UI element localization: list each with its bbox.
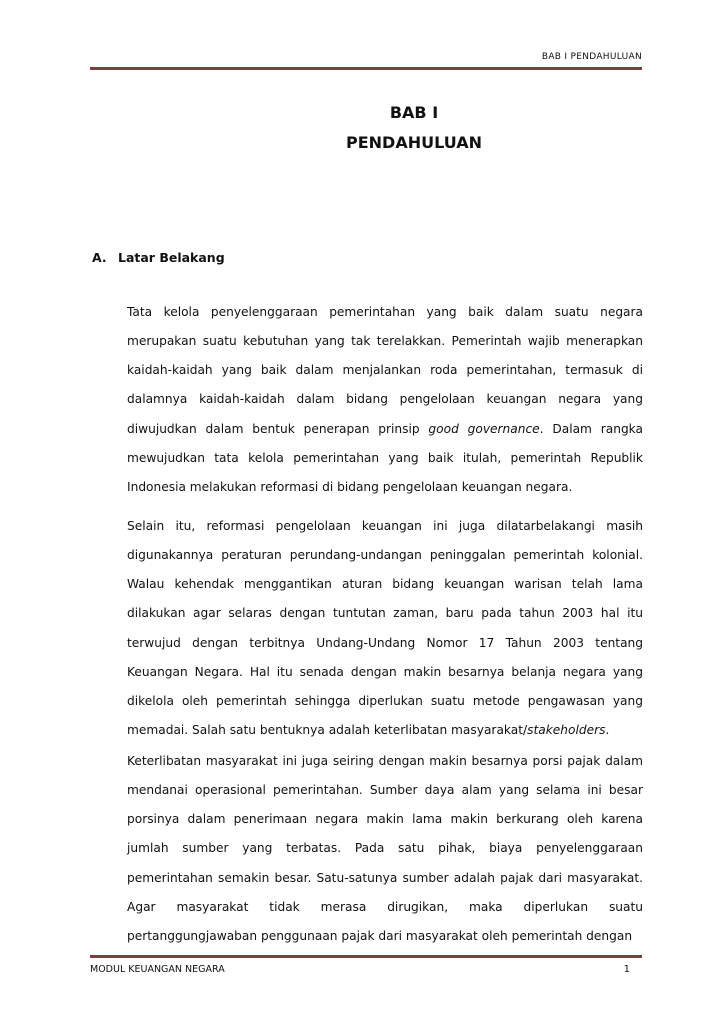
section-title: Latar Belakang	[118, 250, 225, 265]
paragraph-2	[127, 512, 643, 745]
paragraph-2-emphasis: stakeholders	[527, 722, 606, 737]
footer-title: MODUL KEUANGAN NEGARA	[90, 964, 225, 975]
header-rule	[90, 67, 642, 70]
section-letter: A.	[92, 250, 107, 265]
paragraph-2-text: Selain itu, reformasi pengelolaan keuangan ini juga dilatarbelakangi masih digunakannya peraturan perundang-undangan peninggalan pemerintah kolonial. Walau kehendak menggantikan aturan bidang keuangan warisan telah lama dilakukan agar selaras dengan tuntutan zaman, baru pada tahun 2003 hal itu terwujud dengan terbitnya Undang-Undang Nomor 17 Tahun 2003 tentang Keuangan Negara. Hal itu senada dengan makin besarnya belanja negara yang dikelola oleh pemerintah sehingga diperlukan suatu metode pengawasan yang memadai. Salah satu bentuknya adalah keterlibatan masyarakat/	[127, 519, 643, 737]
paragraph-1-text: Tata kelola penyelenggaraan pemerintahan yang baik dalam suatu negara merupakan suatu kebutuhan yang tak terelakkan. Pemerintah wajib menerapkan kaidah-kaidah yang baik dalam menjalankan roda pemerintahan, termasuk di dalamnya kaidah-kaidah dalam bidang pengelolaan keuangan negara yang diwujudkan dalam bentuk penerapan prinsip	[127, 305, 643, 436]
paragraph-1-emphasis: good governance	[428, 421, 540, 436]
section-heading	[92, 250, 225, 265]
footer-rule	[90, 955, 642, 958]
chapter-number: BAB I	[389, 103, 439, 122]
paragraph-1-text-end: . Dalam rangka mewujudkan tata kelola pemerintahan yang baik itulah, pemerintah Republik Indonesia melakukan reformasi di bidang pengelolaan keuangan negara.	[127, 421, 643, 494]
page-number: 1	[623, 964, 630, 975]
paragraph-1	[127, 298, 643, 502]
chapter-title: PENDAHULUAN	[346, 133, 482, 152]
paragraph-2-text-end: .	[605, 722, 610, 737]
paragraph-3: Keterlibatan masyarakat ini juga seiring dengan makin besarnya porsi pajak dalam mendanai operasional pemerintahan. Sumber daya alam yang selama ini besar porsinya dalam penerimaan negara makin lama makin berkurang oleh karena jumlah sumber yang terbatas. Pada satu pihak, biaya penyelenggaraan pemerintahan semakin besar. Satu-satunya sumber adalah pajak dari masyarakat. Agar masyarakat tidak merasa dirugikan, maka diperlukan suatu pertanggungjawaban penggunaan pajak dari masyarakat oleh pemerintah dengan	[127, 754, 643, 943]
chapter-heading	[0, 98, 728, 158]
running-header: BAB I PENDAHULUAN	[541, 52, 642, 62]
